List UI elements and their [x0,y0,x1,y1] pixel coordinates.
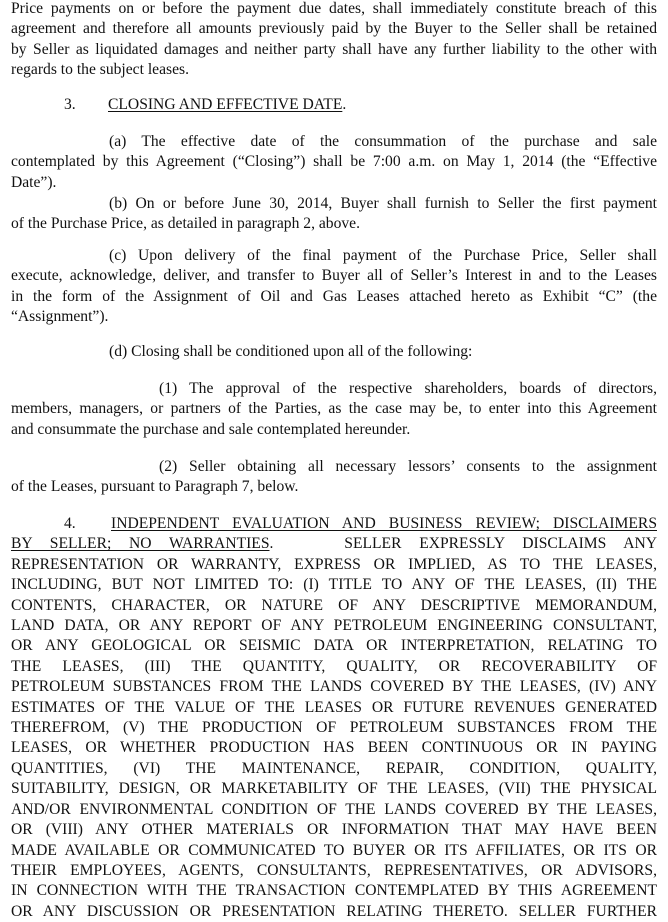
text-line: SUITABILITY, DESIGN, OR MARKETABILITY OF THE LEASES, (VII) THE PHYSICAL [11,780,657,798]
section-number: 4. [64,515,76,532]
text-line: IN CONNECTION WITH THE TRANSACTION CONTEMPLATED BY THIS AGREEMENT [11,882,657,900]
text-line: (b) On or before June 30, 2014, Buyer shall furnish to Seller the first payment [109,195,657,212]
text-line: (a) The effective date of the consummation of the purchase and sale [109,133,657,150]
text-line: execute, acknowledge, deliver, and transfer to Buyer all of Seller’s Interest in and to the Leases [11,267,657,285]
text-line: AND/OR ENVIRONMENTAL CONDITION OF THE LANDS COVERED BY THE LEASES, [11,800,657,818]
text-line: members, managers, or partners of the Parties, as the case may be, to enter into this Agreement [11,400,657,418]
text-line: REPRESENTATION OR WARRANTY, EXPRESS OR IMPLIED, AS TO THE LEASES, [11,555,657,573]
text-line: (c) Upon delivery of the final payment of the Purchase Price, Seller shall [109,247,657,264]
section-3-d-2 [11,457,657,498]
text-line: THEIR EMPLOYEES, AGENTS, CONSULTANTS, REPRESENTATIVES, OR ADVISORS, [11,861,657,879]
section-title-period: . [342,96,347,113]
text-line: (2) Seller obtaining all necessary lessors’ consents to the assignment [159,458,657,475]
text-line: OR (VIII) ANY OTHER MATERIALS OR INFORMATION THAT MAY HAVE BEEN [11,821,657,839]
section-3-c [11,246,657,328]
section-3-d-1 [11,379,657,440]
text-line: MADE AVAILABLE OR COMMUNICATED TO BUYER OR ITS AFFILIATES, OR ITS OR [11,841,657,859]
text-line: contemplated by this Agreement (“Closing”) shall be 7:00 a.m. on May 1, 2014 (the “Effective [11,153,657,171]
text-line: CONTENTS, CHARACTER, OR NATURE OF ANY DESCRIPTIVE MEMORANDUM, [11,596,657,614]
text-line: “Assignment”). [11,308,109,326]
section-4 [11,514,657,922]
text-line: BY SELLER; NO WARRANTIES. SELLER EXPRESSLY DISCLAIMS ANY [11,535,657,553]
text-line: agreement and therefore all amounts previously paid by the Buyer to the Seller shall be retained [11,20,657,38]
text-line: Price payments on or before the payment due dates, shall immediately constitute breach of this [11,0,657,17]
text-line: THEREFROM, (V) THE PRODUCTION OF PETROLEUM SUBSTANCES FROM THE [11,719,657,737]
text-line: of the Leases, pursuant to Paragraph 7, below. [11,478,299,496]
text-line: INCLUDING, BUT NOT LIMITED TO: (I) TITLE TO ANY OF THE LEASES, (II) THE [11,576,657,594]
section-3-b [11,194,657,235]
text-line: and consummate the purchase and sale contemplated hereunder. [11,420,411,438]
text-line: of the Purchase Price, as detailed in paragraph 2, above. [11,215,360,233]
text-line: Date”). [11,173,57,191]
text-line: PETROLEUM SUBSTANCES FROM THE LANDS COVERED BY THE LEASES, (IV) ANY [11,678,657,696]
section-title: CLOSING AND EFFECTIVE DATE [108,96,343,113]
text-line: THE LEASES, (III) THE QUANTITY, QUALITY, OR RECOVERABILITY OF [11,657,657,675]
section-number: 3. [64,96,76,113]
section-4-heading-line [11,514,657,534]
text-line: LAND DATA, OR ANY REPORT OF ANY PETROLEUM ENGINEERING CONSULTANT, [11,617,657,635]
text-segment: SELLER EXPRESSLY DISCLAIMS ANY [344,535,657,553]
text-line: QUANTITIES, (VI) THE MAINTENANCE, REPAIR, CONDITION, QUALITY, [11,759,657,777]
text-line: LEASES, OR WHETHER PRODUCTION HAS BEEN CONTINUOUS OR IN PAYING [11,739,657,757]
text-line: (d) Closing shall be conditioned upon all of the following: [109,343,473,360]
intro-paragraph [11,0,657,81]
section-title: INDEPENDENT EVALUATION AND BUSINESS REVIEW; DISCLAIMERS [111,515,657,532]
text-line: regards to the subject leases. [11,61,189,79]
text-line: ESTIMATES OF THE VALUE OF THE LEASES OR FUTURE REVENUES GENERATED [11,698,657,716]
section-3-heading [64,95,346,115]
text-line: (1) The approval of the respective shareholders, boards of directors, [159,380,657,397]
section-title-continued: BY SELLER; NO WARRANTIES [11,535,270,553]
text-line: in the form of the Assignment of Oil and Gas Leases attached hereto as Exhibit “C” (the [11,287,657,305]
text-line: by Seller as liquidated damages and neither party shall have any further liability to the other with [11,40,657,58]
text-line: OR ANY DISCUSSION OR PRESENTATION RELATING THERETO. SELLER FURTHER [11,902,657,920]
section-3-a [11,132,657,193]
section-3-d [11,342,657,362]
text-line: OR ANY GEOLOGICAL OR SEISMIC DATA OR INTERPRETATION, RELATING TO [11,637,657,655]
